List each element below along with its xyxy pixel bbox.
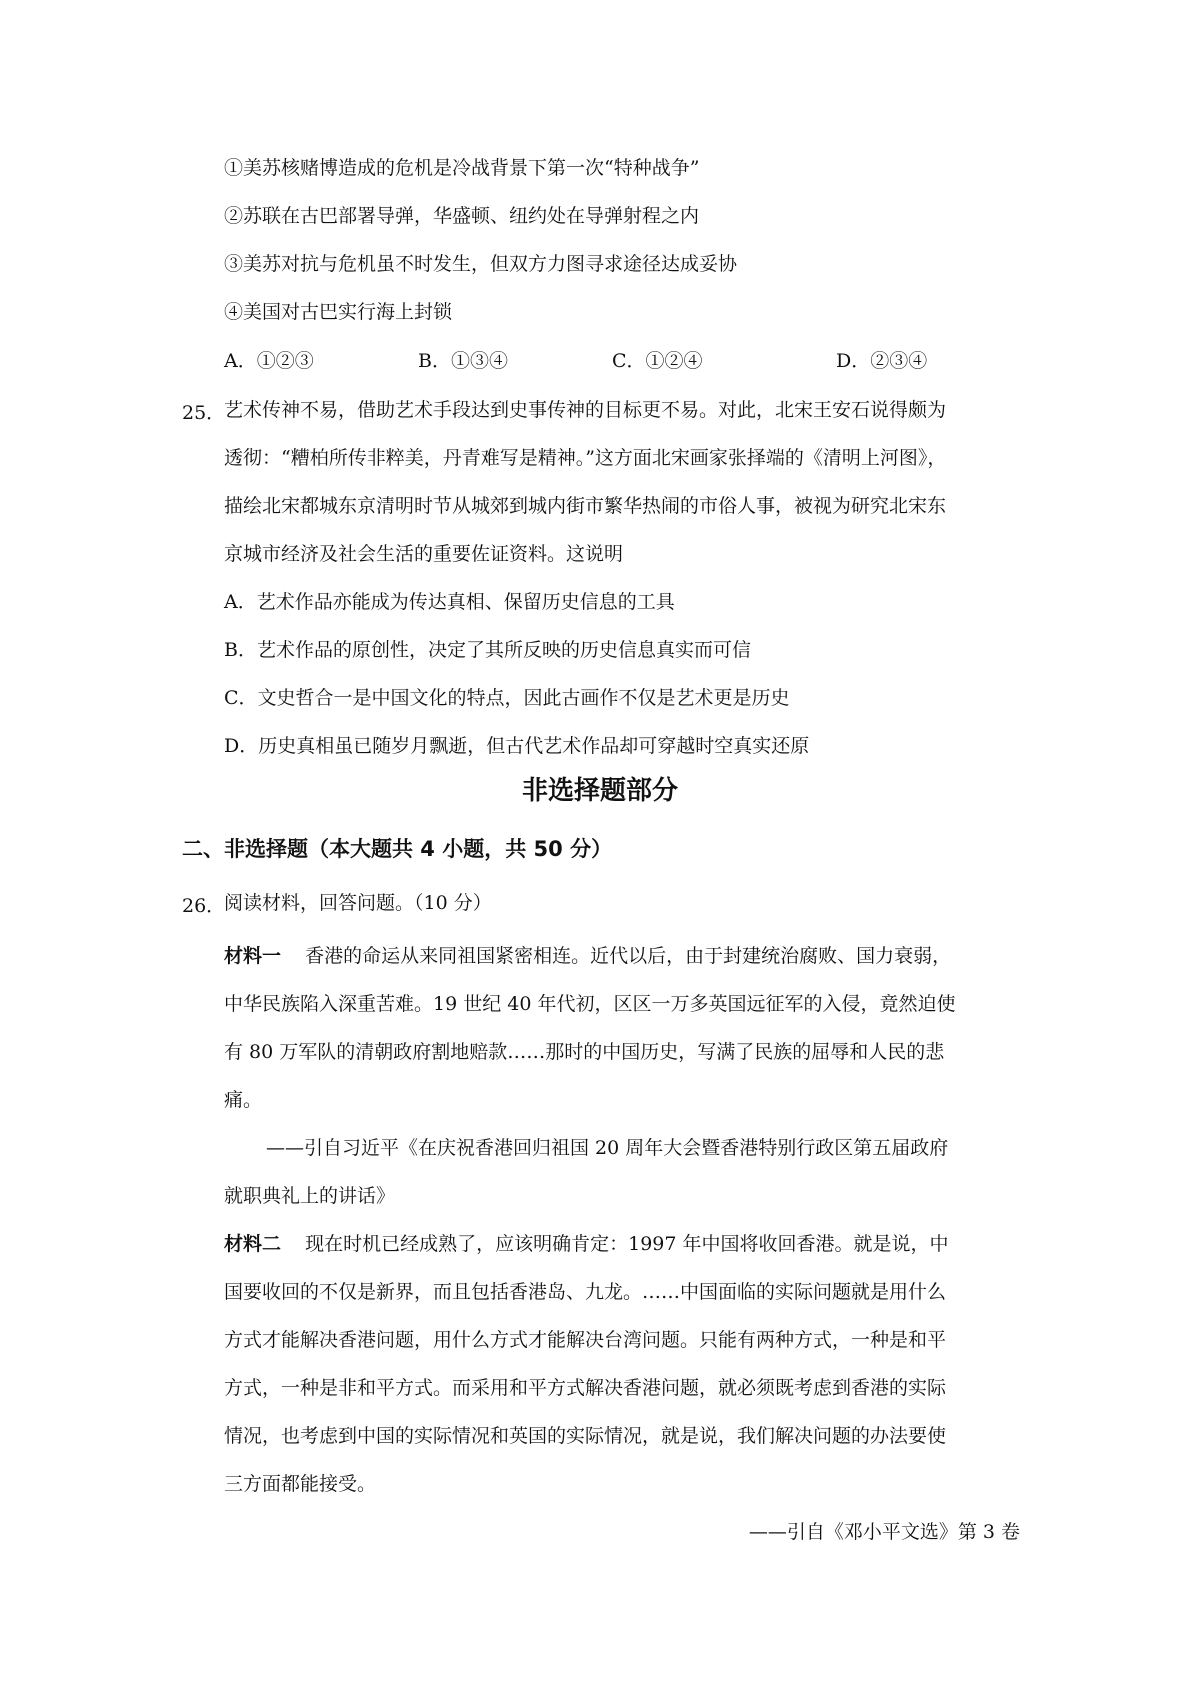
q24-statement-3: ③美苏对抗与危机虽不时发生，但双方力图寻求途径达成妥协 — [224, 253, 738, 275]
material1-line: 痛。 — [224, 1089, 263, 1111]
material1-text: 香港的命运从来同祖国紧密相连。近代以后，由于封建统治腐败、国力衰弱， — [305, 945, 952, 967]
material2-text: 现在时机已经成熟了，应该明确肯定：1997 年中国将收回香港。就是说，中 — [305, 1233, 949, 1255]
q24-options — [224, 346, 984, 372]
material1-line: 中华民族陷入深重苦难。19 世纪 40 年代初，区区一万多英国远征军的入侵，竟然迫使 — [224, 993, 956, 1015]
q25-number: 25． — [182, 402, 226, 424]
q24-statement-1: ①美苏核赌博造成的危机是冷战背景下第一次“特种战争” — [224, 157, 700, 179]
material1-line — [224, 941, 951, 968]
q24-option-d: D．②③④ — [836, 350, 928, 372]
q25-option-c: C．文史哲合一是中国文化的特点，因此古画作不仅是艺术更是历史 — [224, 687, 790, 709]
q25-stem-line: 透彻：“糟柏所传非粹美，丹青难写是精神。”这方面北宋画家张择端的《清明上河图》， — [224, 447, 947, 469]
q25-stem-line: 艺术传神不易，借助艺术手段达到史事传神的目标更不易。对此，北宋王安石说得颇为 — [224, 399, 947, 421]
material1-line: 有 80 万军队的清朝政府割地赔款……那时的中国历史，写满了民族的屈辱和人民的悲 — [224, 1041, 945, 1063]
section-subtitle: 二、非选择题（本大题共 4 小题，共 50 分） — [182, 837, 613, 861]
q24-option-b: B．①③④ — [418, 350, 508, 372]
q25-option-a: A．艺术作品亦能成为传达真相、保留历史信息的工具 — [224, 591, 675, 613]
material2-source: ——引自《邓小平文选》第 3 卷 — [748, 1521, 1020, 1543]
material2-line: 情况，也考虑到中国的实际情况和英国的实际情况，就是说，我们解决问题的办法要使 — [224, 1425, 947, 1447]
q26-prompt: 阅读材料，回答问题。（10 分） — [224, 892, 492, 914]
material2-line: 方式才能解决香港问题，用什么方式才能解决台湾问题。只能有两种方式，一种是和平 — [224, 1329, 947, 1351]
q25-option-b: B．艺术作品的原创性，决定了其所反映的历史信息真实而可信 — [224, 639, 751, 661]
material1-source: 就职典礼上的讲话》 — [224, 1185, 396, 1207]
material1-label: 材料一 — [224, 945, 282, 967]
material1-source: ——引自习近平《在庆祝香港回归祖国 20 周年大会暨香港特别行政区第五届政府 — [266, 1137, 949, 1159]
q24-statement-4: ④美国对古巴实行海上封锁 — [224, 301, 453, 323]
q24-option-c: C．①②④ — [612, 350, 703, 372]
material2-label: 材料二 — [224, 1233, 282, 1255]
q25-option-d: D．历史真相虽已随岁月飘逝，但古代艺术作品却可穿越时空真实还原 — [224, 735, 810, 757]
material2-line: 三方面都能接受。 — [224, 1473, 377, 1495]
material2-line: 方式，一种是非和平方式。而采用和平方式解决香港问题，就必须既考虑到香港的实际 — [224, 1377, 947, 1399]
q25-stem-line: 描绘北宋都城东京清明时节从城郊到城内街市繁华热闹的市俗人事，被视为研究北宋东 — [224, 495, 947, 517]
q26-number: 26． — [182, 895, 226, 917]
section-title: 非选择题部分 — [521, 776, 678, 806]
material2-line: 国要收回的不仅是新界，而且包括香港岛、九龙。……中国面临的实际问题就是用什么 — [224, 1281, 947, 1303]
material2-line — [224, 1229, 949, 1256]
q25-stem-line: 京城市经济及社会生活的重要佐证资料。这说明 — [224, 543, 624, 565]
q24-option-a: A．①②③ — [224, 350, 314, 372]
q24-statement-2: ②苏联在古巴部署导弹，华盛顿、纽约处在导弹射程之内 — [224, 205, 700, 227]
